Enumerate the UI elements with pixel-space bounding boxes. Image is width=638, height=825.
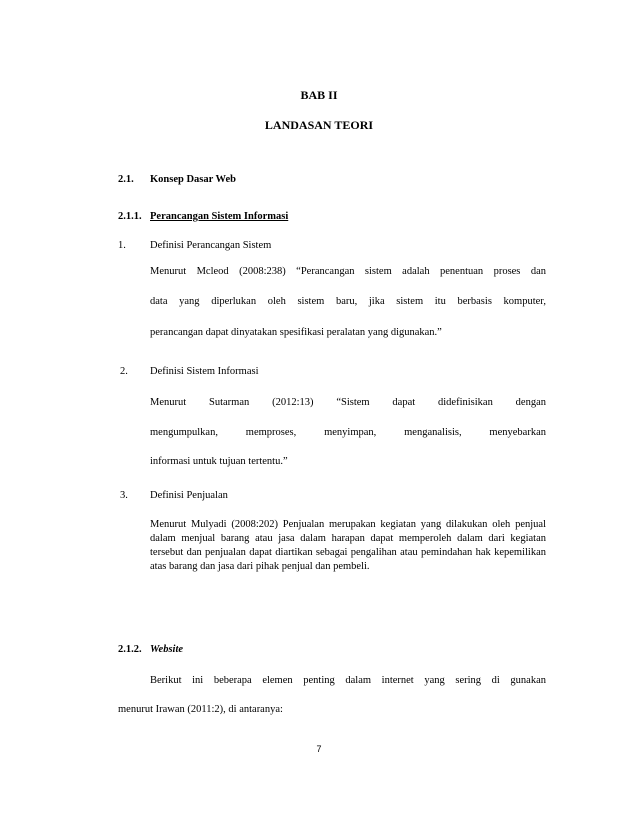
section-2-1-2-number: 2.1.2.	[118, 644, 142, 655]
section-2-1-1-number: 2.1.1.	[118, 211, 142, 222]
section-2-1-1-title: Perancangan Sistem Informasi	[150, 211, 289, 222]
item-3-title: Definisi Penjualan	[150, 490, 228, 501]
item-2-number: 2.	[120, 366, 128, 377]
item-3-number: 3.	[120, 490, 128, 501]
page-number: 7	[316, 744, 322, 754]
item-1-line-1: Menurut Mcleod (2008:238) “Perancangan sistem adalah penentuan proses dan	[150, 266, 546, 277]
item-3-paragraph: Menurut Mulyadi (2008:202) Penjualan merupakan kegiatan yang dilakukan oleh penjual dalam menjual barang atau jasa dalam harapan dapat memperoleh dalam dari kegiatan tersebut dan penjualan dapat diartikan sebagai pengalihan atau pemindahan hak kepemilikan atas barang dan jasa dari pihak penjual dan pembeli.	[150, 519, 546, 572]
body-line-1: Berikut ini beberapa elemen penting dalam internet yang sering di gunakan	[150, 675, 546, 686]
body-line-2: menurut Irawan (2011:2), di antaranya:	[118, 704, 283, 715]
chapter-number: BAB II	[300, 88, 338, 102]
item-2-title: Definisi Sistem Informasi	[150, 366, 259, 377]
item-1-title: Definisi Perancangan Sistem	[150, 240, 272, 251]
item-1-line-3: perancangan dapat dinyatakan spesifikasi peralatan yang digunakan.”	[150, 327, 442, 338]
item-2-line-2: mengumpulkan, memproses, menyimpan, menganalisis, menyebarkan	[150, 427, 546, 438]
item-1-line-2: data yang diperlukan oleh sistem baru, jika sistem itu berbasis komputer,	[150, 296, 546, 307]
item-1-number: 1.	[118, 240, 126, 251]
item-2-line-1: Menurut Sutarman (2012:13) “Sistem dapat didefinisikan dengan	[150, 397, 546, 408]
section-2-1-number: 2.1.	[118, 174, 134, 185]
item-2-line-3: informasi untuk tujuan tertentu.”	[150, 456, 288, 467]
chapter-title: LANDASAN TEORI	[264, 118, 374, 132]
section-2-1-2-title: Website	[150, 644, 184, 655]
section-2-1-title: Konsep Dasar Web	[150, 174, 236, 185]
